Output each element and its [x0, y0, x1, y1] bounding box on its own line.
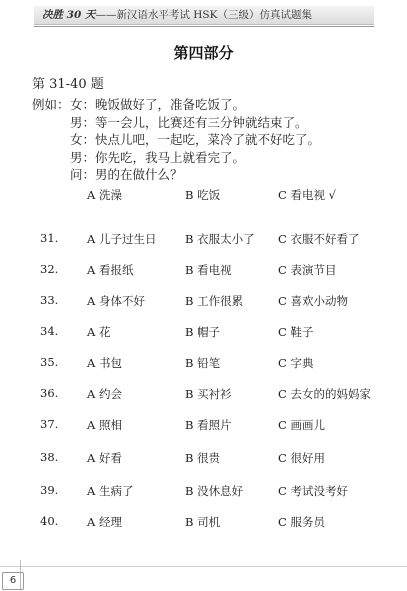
option-b: B 工作很累 [185, 294, 244, 308]
option-b: B 看电视 [185, 263, 232, 277]
question-row [0, 262, 407, 282]
option-c: C 服务员 [278, 515, 325, 529]
question-number: 37. [40, 417, 59, 431]
header-highlight: 决胜 30 天 [42, 9, 96, 21]
header-title [42, 7, 312, 22]
option-a: A 约会 [87, 387, 122, 401]
example-option-a: A 洗澡 [87, 188, 122, 202]
question-row [0, 417, 407, 437]
footer-divider [0, 566, 407, 567]
option-c: C 鞋子 [278, 325, 314, 339]
option-c: C 表演节目 [278, 263, 337, 277]
option-a: A 生病了 [87, 484, 134, 498]
option-b: B 没休息好 [185, 484, 244, 498]
option-b: B 很贵 [185, 451, 221, 465]
example-question: 问：男的在做什么？ [70, 167, 183, 182]
question-number: 38. [40, 450, 59, 464]
header-subtitle: ——新汉语水平考试 HSK（三级）仿真试题集 [95, 9, 312, 21]
question-row [0, 293, 407, 313]
option-a: A 好看 [87, 451, 122, 465]
question-number: 31. [40, 231, 59, 245]
question-row [0, 231, 407, 251]
option-c: C 去女的的妈妈家 [278, 387, 371, 401]
example-dialogue-line: 男：你先吃，我马上就看完了。 [70, 149, 246, 165]
option-c: C 考试没考好 [278, 484, 348, 498]
header-divider [34, 26, 374, 27]
option-a: A 身体不好 [87, 294, 145, 308]
option-a: A 照相 [87, 418, 122, 432]
option-c: C 画画儿 [278, 418, 325, 432]
example-label: 例如： [32, 97, 70, 112]
option-c: C 字典 [278, 356, 314, 370]
option-b: B 铅笔 [185, 356, 221, 370]
option-a: A 书包 [87, 356, 122, 370]
option-b: B 买衬衫 [185, 387, 232, 401]
question-row [0, 483, 407, 503]
option-a: A 花 [87, 325, 111, 339]
option-b: B 看照片 [185, 418, 232, 432]
example-options [0, 187, 407, 207]
example-option-b: B 吃饭 [185, 188, 221, 202]
example-dialogue-line: 女：晚饭做好了，准备吃饭了。 [70, 97, 246, 112]
example-option-c: C 看电视 √ [278, 188, 336, 202]
option-a: A 经理 [87, 515, 122, 529]
option-b: B 帽子 [185, 325, 221, 339]
section-title: 第四部分 [173, 44, 234, 62]
option-b: B 司机 [185, 515, 221, 529]
question-number: 34. [40, 324, 59, 338]
option-c: C 衣服不好看了 [278, 232, 360, 246]
example-dialogue-line: 女：快点儿吧，一起吃，菜冷了就不好吃了。 [70, 132, 321, 147]
question-row [0, 355, 407, 375]
question-row [0, 450, 407, 470]
question-number: 32. [40, 262, 59, 276]
question-number: 40. [40, 514, 59, 528]
question-row [0, 324, 407, 344]
option-a: A 看报纸 [87, 263, 134, 277]
page-header [0, 0, 407, 30]
option-b: B 衣服太小了 [185, 232, 255, 246]
option-c: C 喜欢小动物 [278, 294, 348, 308]
question-row [0, 514, 407, 534]
question-number: 33. [40, 293, 59, 307]
option-c: C 很好用 [278, 451, 325, 465]
question-number: 39. [40, 483, 59, 497]
question-number: 36. [40, 386, 59, 400]
question-row [0, 386, 407, 406]
question-number: 35. [40, 355, 59, 369]
question-range: 第 31-40 题 [32, 77, 104, 92]
option-a: A 儿子过生日 [87, 232, 157, 246]
page-number: 6 [2, 572, 24, 590]
example-dialogue-line: 男：等一会儿，比赛还有三分钟就结束了。 [70, 114, 308, 130]
